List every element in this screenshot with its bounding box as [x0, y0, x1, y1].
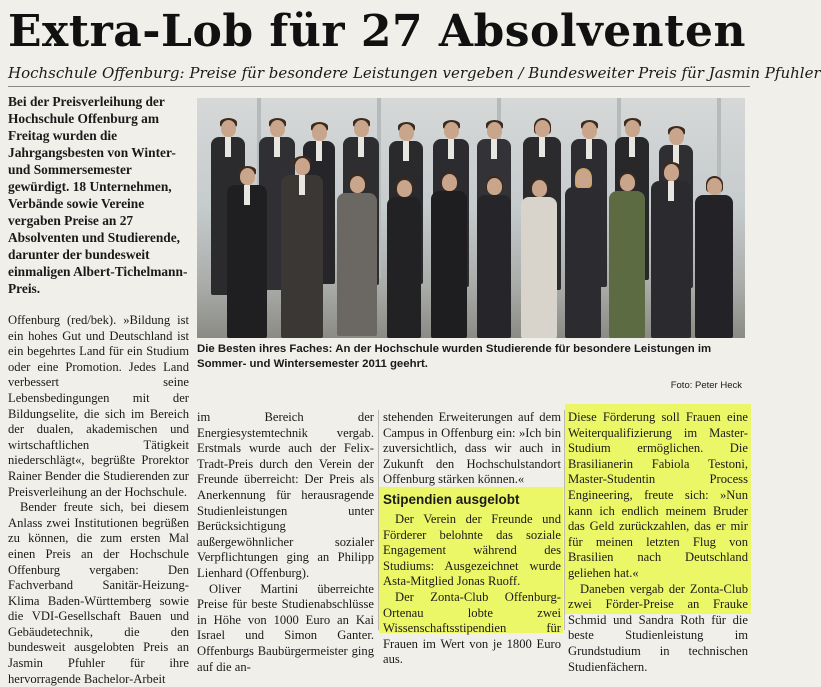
person-figure — [695, 178, 733, 338]
person-figure — [387, 180, 421, 338]
person-figure — [565, 170, 601, 338]
article-headline: Extra-Lob für 27 Absolventen — [8, 6, 746, 57]
body-paragraph: Offenburg (red/bek). »Bildung ist ein hohes Gut und Deutschland ist ein begehrtes Land für ein Studium oder eine Promotion. Jedes Land verbessert seine Lebensbedingungen mit der Bildungselite, die sich im Bereich der dualen, akademischen und wirtschaftlichen Tätigkeit niederschlägt«, begrüßte Prorektor Rainer Bender die Studierenden zur Preisverleihung an der Hochschule. — [8, 313, 189, 499]
body-paragraph: Diese Förderung soll Frauen eine Weiterqualifizierung im Master-Studium ermöglichen. Die Brasilianerin Fabiola Testoni, Master-Studentin Process Engineering, freute sich: »Nun kann ich endlich meinem Bruder das Geld zurückzahlen, das er mir für meinen letzten Flug von Brasilien nach Deutschland geliehen hat.« — [568, 410, 748, 580]
person-figure — [227, 168, 267, 338]
group-photo — [197, 98, 745, 338]
body-paragraph: im Bereich der Energiesystemtechnik vergab. Erstmals wurde auch der Felix-Tradt-Preis durch den Verein der Freunde überreicht: Der Preis als Anerkennung für herausragende Studienleistungen unter Berücksichtigung außergewöhnlicher sozialer Verpflichtungen ging an Philipp Lienhard (Offenburg). — [197, 410, 374, 580]
article-lead: Bei der Preisverleihung der Hochschule Offenburg am Freitag wurden die Jahrgangsbesten von Winter- und Sommersemester gewürdigt. 18 Unternehmen, Verbände sowie Vereine vergaben Preise an 27 Absolventen und Studierende, darunter der bundesweit einmaligen Albert-Tichelmann-Preis. — [8, 94, 188, 296]
body-paragraph: stehenden Erweiterungen auf dem Campus in Offenburg ein: »Ich bin zuversichtlich, dass wir auch in Zukunft den Hochschulstandort Offenburg stärken können.« — [383, 410, 561, 487]
body-paragraph: Daneben vergab der Zonta-Club zwei Förder-Preise an Frauke Schmid und Sandra Roth für die beste Studienleistung im Grundstudium in technischen Studienfächern. — [568, 581, 748, 674]
body-column-4 — [568, 410, 748, 675]
article-subheadline: Hochschule Offenburg: Preise für besondere Leistungen vergeben / Bundesweiter Preis für Jasmin Pfuhler — [8, 64, 821, 82]
photo-caption: Die Besten ihres Faches: An der Hochschule wurden Studierende für besondere Leistungen im Sommer- und Wintersemester 2011 geehrt. — [197, 343, 712, 370]
header-rule — [8, 86, 750, 87]
body-paragraph: Der Verein der Freunde und Förderer belohnte das soziale Engagement während des Studiums: Ausgezeichnet wurde Asta-Mitglied Jonas Ruoff. — [383, 511, 561, 589]
person-figure — [477, 178, 511, 338]
person-figure — [609, 174, 645, 338]
body-paragraph: Oliver Martini überreichte Preise für beste Studienabschlüsse in Höhe von 1000 Euro an Kai Israel und Simon Ganter. Offenburgs Baubürgermeister ging auf die an- — [197, 581, 374, 674]
person-figure — [281, 158, 323, 338]
section-subheading: Stipendien ausgelobt — [383, 491, 520, 507]
body-paragraph: Der Zonta-Club Offenburg-Ortenau lobte zwei Wissenschaftsstipendien für Frauen im Wert von je 1800 Euro aus. — [383, 589, 561, 667]
body-paragraph: Bender freute sich, bei diesem Anlass zwei Institutionen begrüßen zu können, die zum ersten Mal einen Preis an der Hochschule Offenburg vergaben: Den Fachverband Sanitär-Heizung-Klima Baden-Württemberg sowie die VDI-Gesellschaft Bauen und Gebäudetechnik, die den bundesweit ausgelobten Preis an Jasmin Pfuhler für ihre hervorragende Bachelor-Arbeit — [8, 500, 189, 686]
person-figure — [651, 164, 691, 338]
body-column-1 — [8, 313, 189, 687]
body-column-3 — [383, 410, 561, 668]
person-figure — [431, 174, 467, 338]
person-figure — [521, 180, 557, 338]
photo-credit: Foto: Peter Heck — [670, 380, 742, 391]
person-figure — [337, 176, 377, 336]
body-column-2 — [197, 410, 374, 675]
